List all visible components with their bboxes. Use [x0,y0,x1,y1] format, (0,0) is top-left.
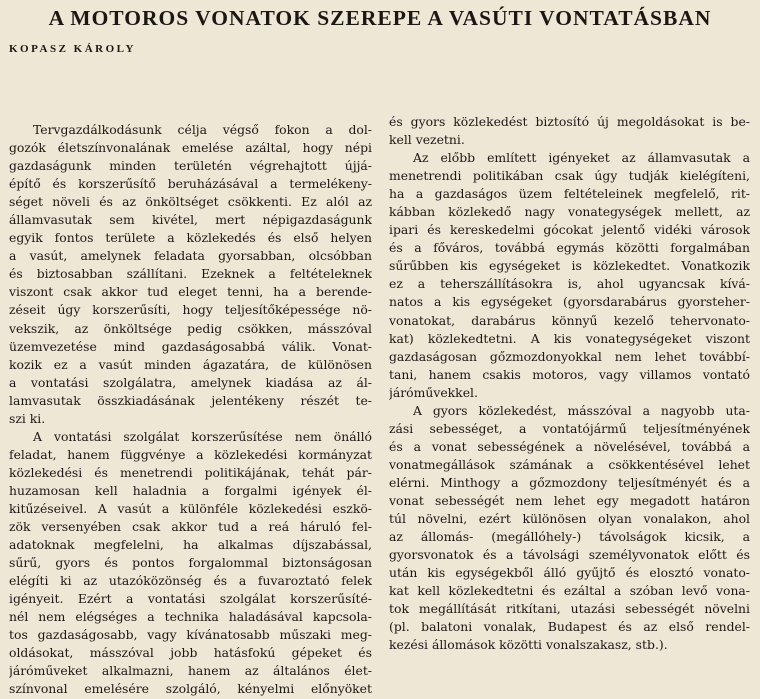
text-line: államvasutak sem kivétel, mert népigazdaságunk [9,212,372,228]
article-title: A MOTOROS VONATOK SZEREPE A VASÚTI VONTATÁSBAN [48,6,712,30]
text-line: üzemvezetése mind gazdaságosabbá válik. Vonat- [9,338,372,354]
text-line: nél nem elégséges a technika haladásával kapcsola- [9,609,372,625]
text-line: járóműveket alkalmazni, hanem az általános élet- [9,663,372,679]
text-line: építő és korszerűsítő beruházásával a termelékeny- [9,176,372,192]
text-line: igényeit. Ezért a vontatási szolgálat korszerűsíté- [9,591,372,607]
text-line: ipari és kereskedelmi gócokat jelentő vidéki városok [389,222,750,238]
text-line: Tervgazdálkodásunk célja végső fokon a dol- [33,122,372,137]
text-line: kitűzéseivel. A vasút a különféle közlekedési eszkö- [9,500,372,516]
text-line: egyik fontos területe a közlekedés és első helyen [9,230,372,246]
text-line: szi ki. [9,410,46,426]
text-line: vonatmegállások számának a csökkentésével lehet [389,456,750,472]
text-line: kell vezetni. [389,132,465,148]
text-line: lamvasutak összkiadásának jelentékeny részét te- [9,392,372,408]
text-line: A gyors közlekedést, másszóval a nagyobb uta- [413,402,750,418]
text-line: viszont csak akkor tud eleget tenni, ha a berende- [9,284,372,300]
text-line: után kis egységekből álló gyűjtő és elosztó vonato- [389,565,750,581]
text-line: kat) közlekedtetni. A kis vonategységeket viszont [389,330,750,346]
text-line: natos a kis egységeket (gyorsdarabárus gyorsteher- [389,294,750,310]
text-line: vonatokat, darabárus könnyű kezelő tehervonato- [389,312,750,328]
text-line: és biztosabban szállítani. Ezeknek a feltételeknek [9,266,372,282]
text-line: gozók életszínvonalának emelése azáltal, hogy népi [9,140,372,156]
text-line: vonat sebességét nem lehet egy megadott határon [389,492,750,508]
text-line: a vasút, amelynek feladata gyorsabban, olcsóbban [9,248,372,264]
text-line: színvonal emelésére szolgáló, kényelmi előnyöket [9,681,372,697]
text-line: elégíti ki az utazóközönség és a fuvaroztató felek [9,573,372,589]
right-text-column [389,113,750,654]
text-line: huzamosan kell haladnia a forgalmi igények él- [9,482,372,498]
text-line: ez a teherszállításokra is, ahol ugyancsak kívá- [389,276,750,292]
text-line: adatoknak megfelelni, ha alkalmas díjszabással, [9,537,372,553]
left-text-column [9,121,372,699]
article-author: KOPASZ KÁROLY [9,43,136,55]
text-line: és a vonat sebességének a növelésével, továbbá a [389,438,750,454]
text-line: kezési állomások közötti vonalszakasz, stb.). [389,637,668,653]
text-line: sűrű, gyors és pontos forgalommal biztonságosan [9,555,372,571]
text-line: közlekedési és menetrendi politikájának, tehát pár- [9,464,372,480]
text-line: tos gazdaságosabb, vagy kívánatosabb műszaki meg- [9,627,372,643]
text-line: járóművekkel. [389,384,478,400]
text-line: gazdaságunk minden területén végrehajtott újjá- [9,158,372,174]
text-line: kábban közlekedő nagy vonategységek mellett, az [389,204,750,220]
text-line: séget növeli és az önköltséget csökkenti. Ez alól az [9,194,372,210]
text-line: (pl. balatoni vonalak, Budapest és az első rendel- [389,619,750,635]
text-line: ha a gazdaságos üzem feltételeinek megfelelő, rit- [389,186,750,202]
text-line: oldásokat, másszóval jobb hatásfokú gépeket és [9,645,372,661]
text-line: Az előbb említett igényeket az államvasutak a [413,150,750,166]
text-line: kozik ez a vasút minden ágazatára, de különösen [9,356,372,372]
text-line: túl növelni, ezért különösen olyan vonalakon, ahol [389,511,750,527]
text-line: feladat, hanem függvénye a közlekedési kormányzat [9,446,372,462]
text-line: a vontatási szolgálatra, amelynek kiadása az ál- [9,374,372,390]
text-line: tok megállítását ritkítani, utazási sebességét növelni [389,601,750,617]
text-line: elérni. Minthogy a gőzmozdony teljesítményét és a [389,474,750,490]
text-line: az állomás- (megállóhely-) távolságok kicsik, a [389,529,750,545]
text-line: tani, hanem csakis motoros, vagy villamos vontató [389,366,750,382]
text-line: sűrűbben kis egységeket is közlekedtet. Vonatkozik [389,258,750,274]
text-line: vekszik, az önköltsége pedig csökken, másszóval [9,320,372,336]
text-line: zási sebességet, a vontatójármű teljesítményének [389,420,750,436]
text-line: menetrendi politikában csak úgy tudják kielégíteni, [389,168,750,184]
text-line: gazdaságosan gőzmozdonyokkal nem lehet továbbí- [389,348,750,364]
text-line: kat kell közlekedtetni és ezáltal a szóban levő vona- [389,583,750,599]
text-line: és a főváros, továbbá egymás közötti forgalmában [389,240,750,256]
text-line: zök versenyében csak akkor tud a reá háruló fel- [9,519,372,535]
text-line: A vontatási szolgálat korszerűsítése nem önálló [33,428,372,444]
text-line: és gyors közlekedést biztosító új megoldásokat is be- [389,114,750,129]
text-line: gyorsvonatok és a távolsági személyvonatok előtt és [389,547,750,563]
text-line: zéseit úgy korszerűsíti, hogy teljesítőképessége nö- [9,302,372,318]
